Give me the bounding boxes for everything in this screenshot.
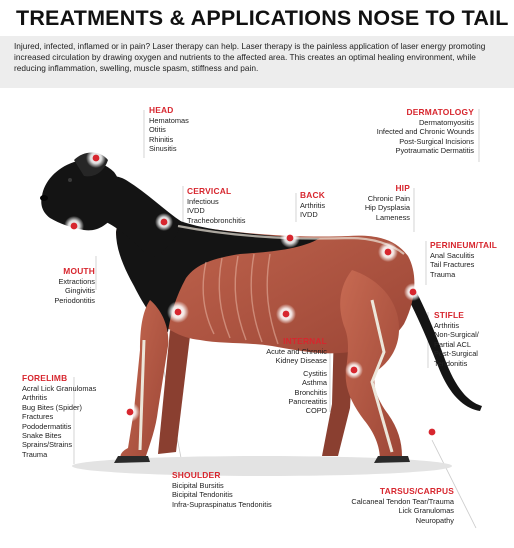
forelimb-item: Acral Lick Granulomas — [22, 384, 97, 393]
internal-marker — [276, 304, 296, 324]
shoulder-item: Bicipital Tendonitis — [172, 490, 233, 500]
forelimb-item: Trauma — [22, 449, 48, 459]
mouth-marker — [64, 216, 84, 236]
dermatology-item: Post-Surgical Incisions — [399, 136, 474, 146]
hip-item: Lameness — [375, 212, 410, 222]
internal-label — [266, 336, 327, 416]
perineum-item: Trauma — [430, 269, 456, 279]
back-item: IVDD — [300, 210, 318, 220]
perineum-marker — [404, 283, 422, 301]
stifle-marker — [345, 361, 363, 379]
perineum-title: PERINEUM/TAIL — [430, 240, 498, 250]
dermatology-label — [377, 107, 474, 156]
hip-item: Hip Dysplasia — [364, 203, 410, 213]
stifle-item: Post-Surgical — [434, 349, 478, 359]
hip-title: HIP — [395, 183, 410, 193]
tarsus-label — [351, 486, 454, 525]
forelimb-title: FORELIMB — [22, 373, 68, 383]
head-item: Sinusitis — [149, 144, 177, 154]
cervical-item: IVDD — [187, 206, 205, 216]
head-marker — [86, 148, 106, 168]
cervical-item: Infectious — [187, 197, 219, 206]
back-item: Arthritis — [300, 201, 326, 210]
internal-item: Asthma — [301, 378, 327, 388]
head-item: Otitis — [149, 125, 166, 135]
dermatology-item: Pyotraumatic Dermatitis — [395, 146, 474, 156]
shoulder-title: SHOULDER — [172, 470, 221, 480]
perineum-item: Tail Fractures — [430, 260, 475, 270]
hip-item: Chronic Pain — [367, 194, 410, 203]
internal-item: Cystitis — [303, 368, 327, 378]
dermatology-title: DERMATOLOGY — [406, 107, 474, 117]
cervical-marker — [155, 213, 173, 231]
internal-title: INTERNAL — [283, 336, 327, 346]
stifle-label — [434, 310, 479, 368]
head-item: Hematomas — [149, 116, 189, 125]
internal-item: Acute and Chronic — [266, 347, 327, 356]
mouth-item: Gingivitis — [65, 286, 95, 296]
head-item: Rhinitis — [149, 134, 174, 144]
mouth-item: Periodontitis — [54, 295, 95, 305]
forelimb-item: Snake Bites — [22, 431, 62, 441]
dog-eye — [68, 178, 72, 182]
internal-item: Pancreatitis — [288, 397, 327, 407]
back-title: BACK — [300, 190, 325, 200]
head-title: HEAD — [149, 105, 174, 115]
forelimb-item: Pododermatitis — [22, 421, 72, 431]
internal-item: COPD — [305, 406, 327, 416]
mouth-item: Extractions — [58, 277, 95, 286]
internal-item: Kidney Disease — [275, 356, 327, 366]
forelimb-item: Fractures — [22, 412, 54, 422]
hip-label — [365, 183, 410, 222]
cervical-item: Tracheobronchitis — [187, 215, 246, 225]
tarsus-item: Calcaneal Tendon Tear/Trauma — [351, 497, 454, 506]
stifle-item: Non-Surgical/ — [434, 330, 479, 340]
mouth-label — [54, 266, 95, 305]
hind-paw — [374, 456, 410, 463]
back-marker — [280, 228, 300, 248]
shoulder-item: Bicipital Bursitis — [172, 481, 224, 490]
forelimb-marker — [120, 402, 140, 422]
forelimb-item: Arthritis — [22, 393, 48, 403]
stifle-item: Partial ACL — [434, 339, 471, 349]
perineum-label — [430, 240, 497, 279]
dog-nose — [40, 195, 48, 201]
shoulder-marker — [167, 301, 189, 323]
dermatology-item: Infected and Chronic Wounds — [376, 127, 474, 137]
stifle-item: Tendonitis — [434, 358, 468, 368]
shoulder-label — [172, 470, 272, 509]
back-label — [300, 190, 325, 220]
tarsus-item: Lick Granulomas — [398, 506, 454, 516]
fore-paw — [114, 456, 150, 463]
head-label — [149, 105, 189, 154]
forelimb-item: Bug Bites (Spider) — [22, 402, 82, 412]
perineum-item: Anal Saculitis — [430, 251, 475, 260]
stifle-item: Arthritis — [434, 321, 460, 330]
shoulder-item: Infra-Supraspinatus Tendonitis — [172, 499, 272, 509]
dermatology-item: Dermatomyositis — [418, 118, 474, 127]
intro-text: Injured, infected, inflamed or in pain? Laser therapy can help. Laser therapy is the painless application of laser energy promoting increased circulation by drawing oxygen and nutrients to the affected area. This creates an optimal healing environment, while reducing inflammation, swelling, muscle spasm, stiffness and pain. — [14, 41, 486, 74]
forelimb-item: Sprains/Strains — [22, 440, 73, 450]
hip-marker — [378, 242, 398, 262]
internal-item: Bronchitis — [294, 387, 327, 397]
stifle-title: STIFLE — [434, 310, 465, 320]
mouth-title: MOUTH — [63, 266, 95, 276]
forelimb-label — [22, 373, 96, 459]
tarsus-title: TARSUS/CARPUS — [379, 486, 454, 496]
cervical-title: CERVICAL — [187, 186, 232, 196]
page-title: TREATMENTS & APPLICATIONS NOSE TO TAIL — [16, 6, 509, 30]
cervical-label — [187, 186, 245, 225]
tarsus-item: Neuropathy — [415, 515, 454, 525]
tarsus-marker — [423, 423, 441, 441]
intro-banner — [0, 36, 514, 88]
